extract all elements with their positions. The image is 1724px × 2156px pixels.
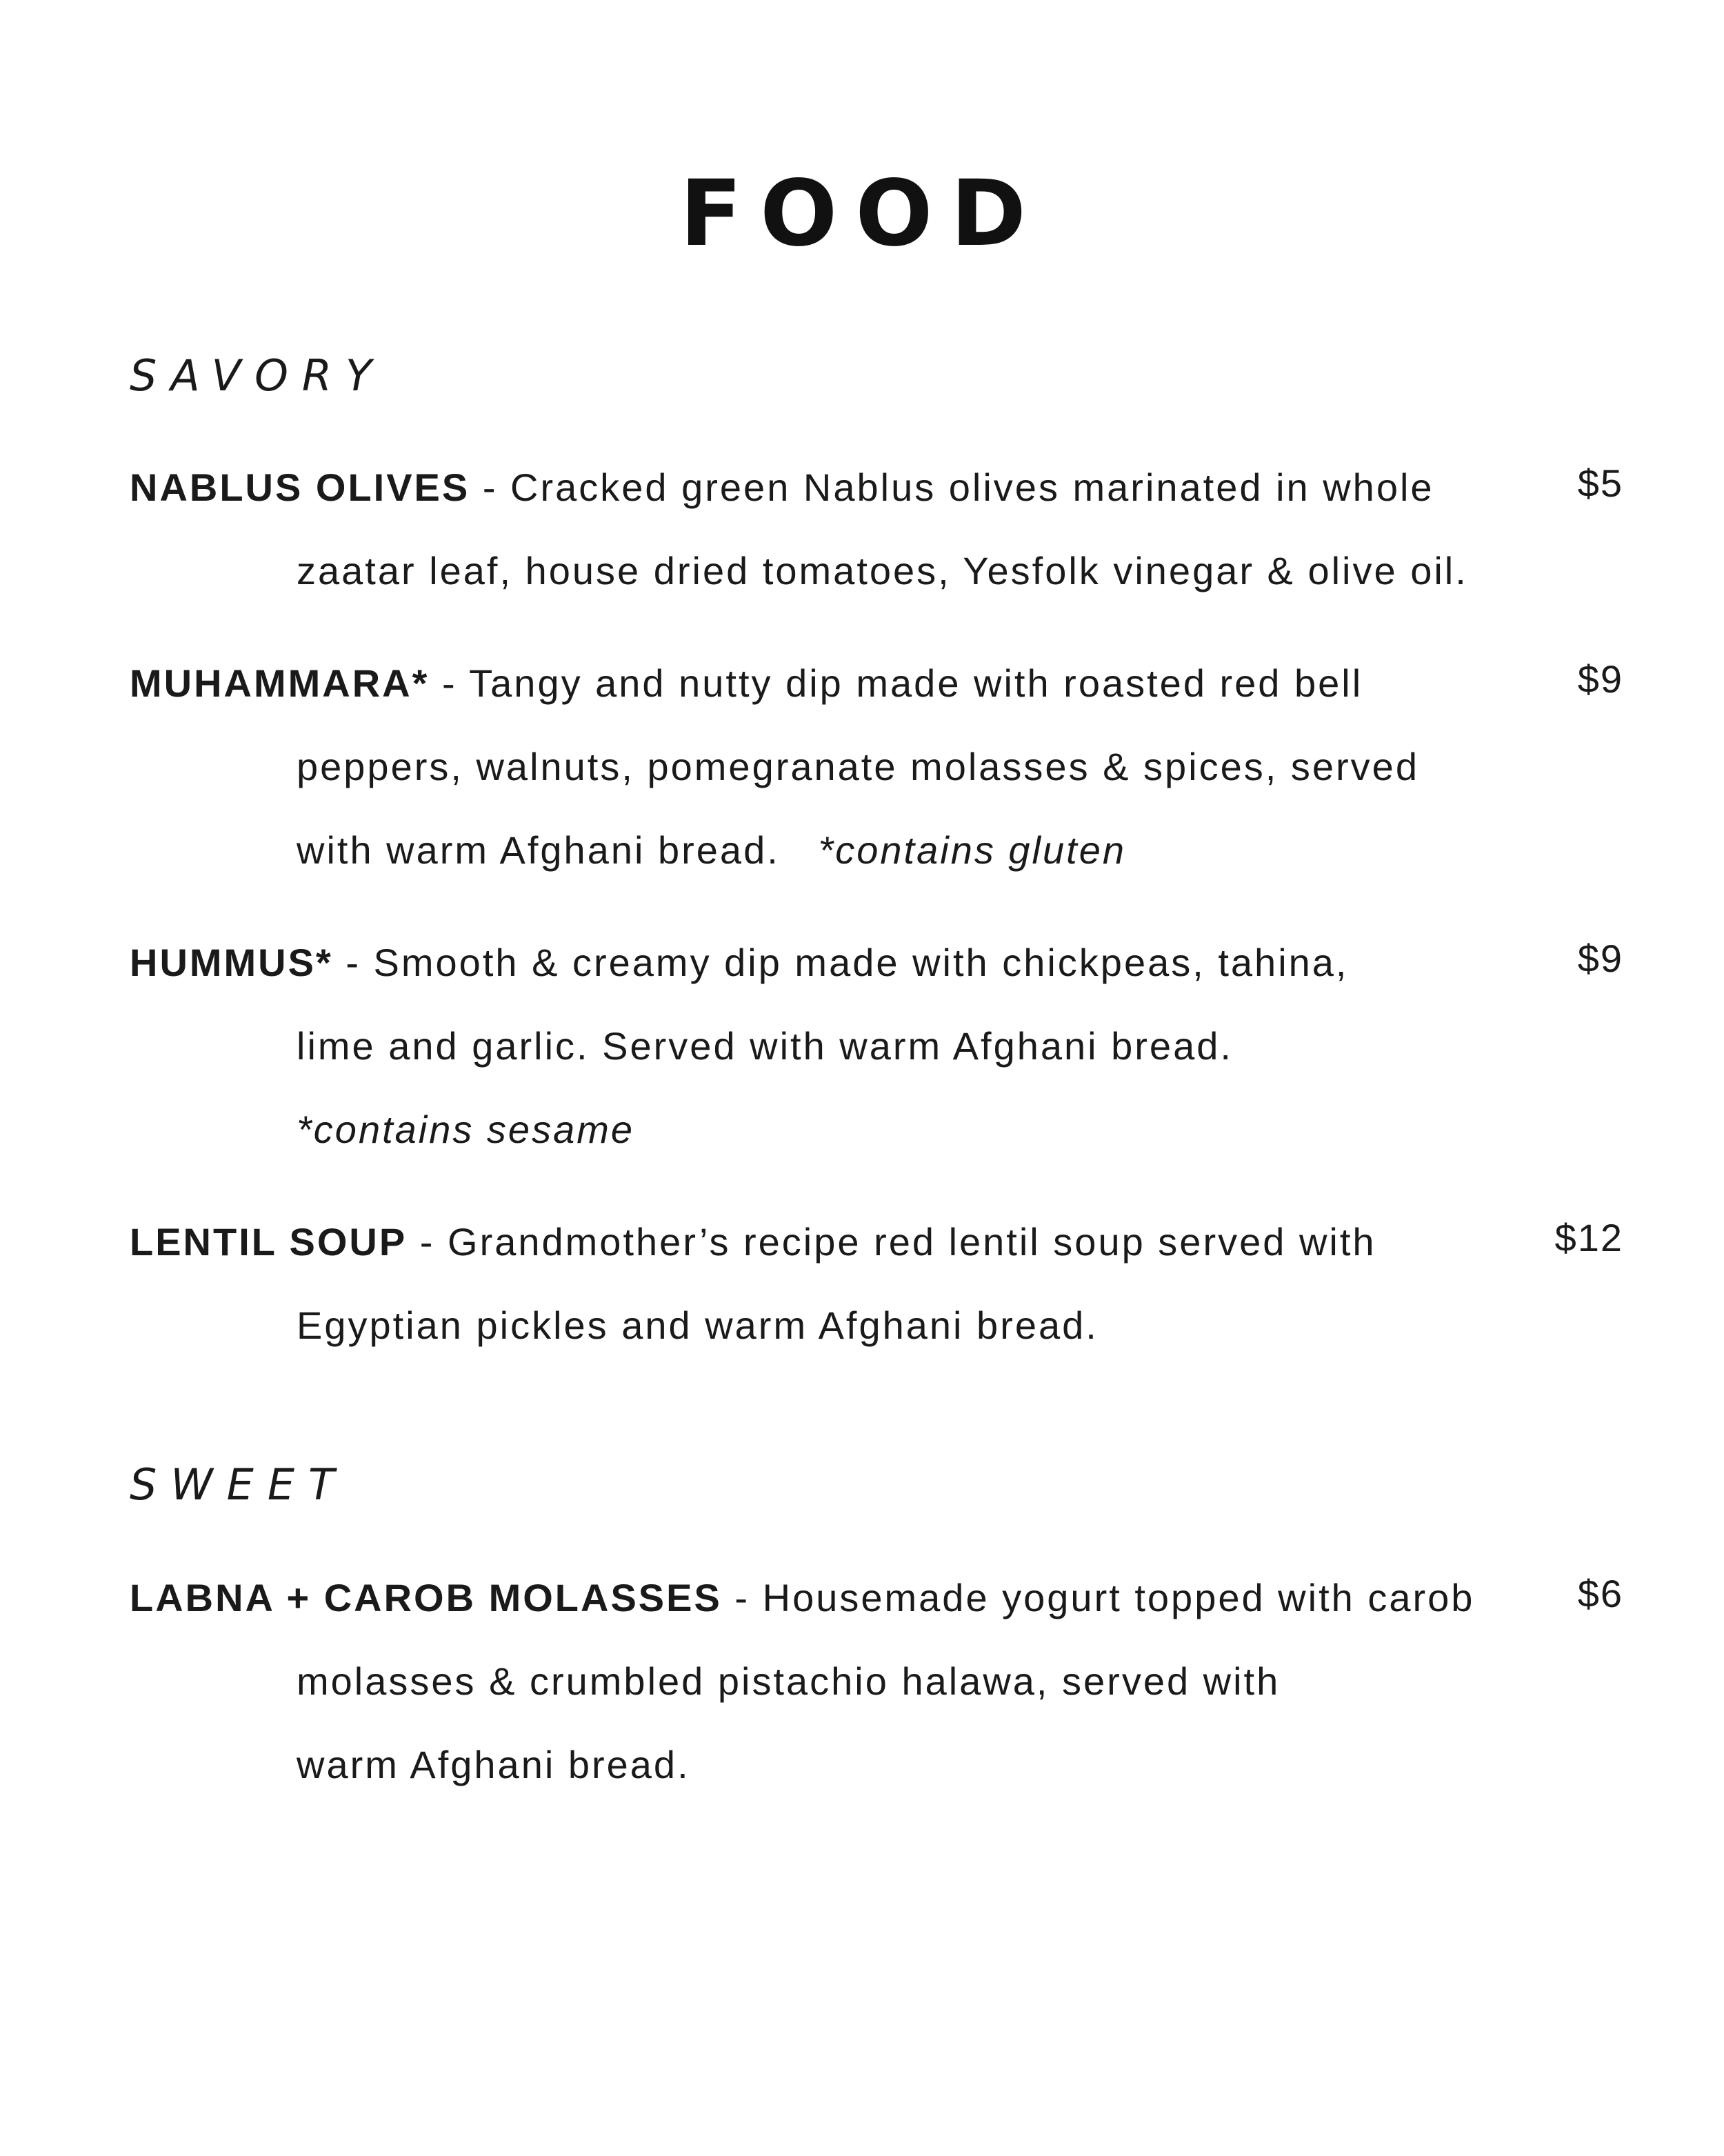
item-name: MUHAMMARA* <box>130 661 430 705</box>
item-first-line <box>130 1574 1474 1622</box>
item-description-line: molasses & crumbled pistachio halawa, served with <box>297 1659 1281 1703</box>
item-price: $9 <box>1577 657 1623 701</box>
section-heading-sweet: SWEET <box>130 1459 348 1510</box>
item-description-line: lime and garlic. Served with warm Afghani bread. <box>297 1024 1233 1068</box>
item-first-line <box>130 939 1349 987</box>
item-price: $9 <box>1577 937 1623 980</box>
item-name: HUMMUS* <box>130 941 333 984</box>
item-description: - Smooth & creamy dip made with chickpeas, tahina, <box>345 941 1349 984</box>
item-first-line <box>130 659 1363 708</box>
item-price: $5 <box>1577 461 1623 505</box>
section-heading-savory: SAVORY <box>130 350 385 401</box>
item-name: NABLUS OLIVES <box>130 466 470 509</box>
item-first-line <box>130 463 1434 512</box>
item-price: $12 <box>1554 1216 1623 1259</box>
item-name: LABNA + CAROB MOLASSES <box>130 1576 722 1619</box>
allergen-note: *contains sesame <box>297 1108 635 1151</box>
allergen-note: *contains gluten <box>818 828 1126 872</box>
item-description-line: Egyptian pickles and warm Afghani bread. <box>297 1304 1099 1347</box>
item-description-line <box>297 826 1126 875</box>
item-description: - Housemade yogurt topped with carob <box>734 1576 1475 1619</box>
item-description: - Cracked green Nablus olives marinated in whole <box>482 466 1434 509</box>
item-description-text: with warm Afghani bread. <box>297 828 780 872</box>
item-first-line <box>130 1218 1376 1266</box>
item-description: - Tangy and nutty dip made with roasted red bell <box>441 661 1363 705</box>
item-description-line: zaatar leaf, house dried tomatoes, Yesfolk vinegar & olive oil. <box>297 549 1468 592</box>
item-description-line: warm Afghani bread. <box>297 1743 690 1786</box>
item-description-line: peppers, walnuts, pomegranate molasses & spices, served <box>297 745 1419 788</box>
item-name: LENTIL SOUP <box>130 1220 408 1264</box>
page-title: FOOD <box>679 161 1045 267</box>
item-price: $6 <box>1577 1572 1623 1615</box>
item-description: - Grandmother’s recipe red lentil soup served with <box>419 1220 1376 1264</box>
